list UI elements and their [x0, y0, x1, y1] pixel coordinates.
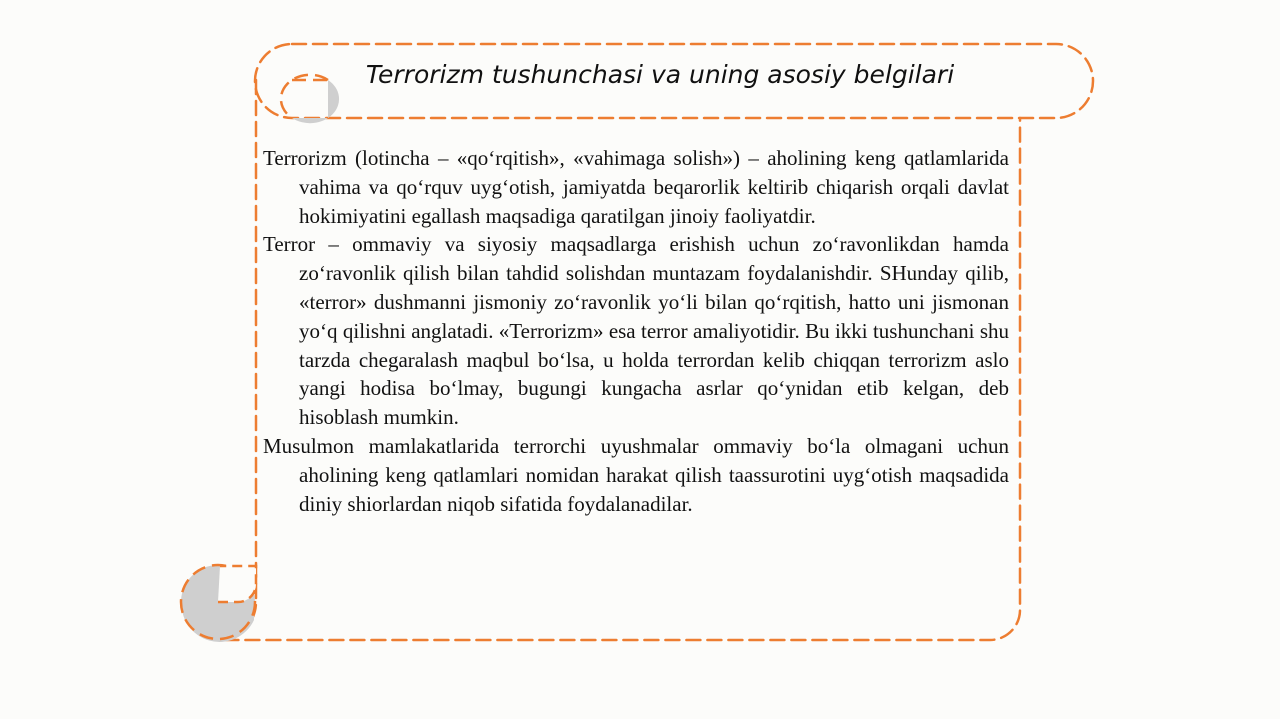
paragraph-terror-definition: Terror – ommaviy va siyosiy maqsadlarga erishish uchun zo‘ravonlikdan hamda zo‘ravonlik qilish bilan tahdid solishdan muntazam foydalanishdir. SHunday qilib, «terror» dushmanni jismoniy zo‘ravonlik yo‘li bilan qo‘rqitish, hatto uni jismonan yo‘q qilishni anglatadi. «Terrorizm» esa terror amaliyotidir. Bu ikki tushunchani shu tarzda chegaralash maqbul bo‘lsa, u holda terrordan kelib chiqqan terrorizm aslo yangi hodisa bo‘lmay, bugungi kungacha asrlar qo‘ynidan etib kelgan, deb hisoblash mumkin.: [263, 232, 1009, 430]
slide-title: Terrorizm tushunchasi va uning asosiy belgilari: [365, 60, 955, 89]
paragraph-terrorizm-definition: Terrorizm (lotincha – «qo‘rqitish», «vahimaga solish») – aholining keng qatlamlarida vahima va qo‘rquv uyg‘otish, jamiyatda beqarorlik keltirib chiqarish orqali davlat hokimiyatini egallash maqsadiga qaratilgan jinoiy faoliyatdir.: [263, 146, 1009, 228]
scroll-bottom-curl: [181, 565, 256, 642]
paragraph-musulmon-mamlakatlari: Musulmon mamlakatlarida terrorchi uyushmalar ommaviy bo‘la olmagani uchun aholining keng qatlamlari nomidan harakat qilish taassurotini uyg‘otish maqsadida diniy shiorlardan niqob sifatida foydalanadilar.: [263, 433, 1009, 516]
scroll-text-body: [263, 144, 1009, 518]
